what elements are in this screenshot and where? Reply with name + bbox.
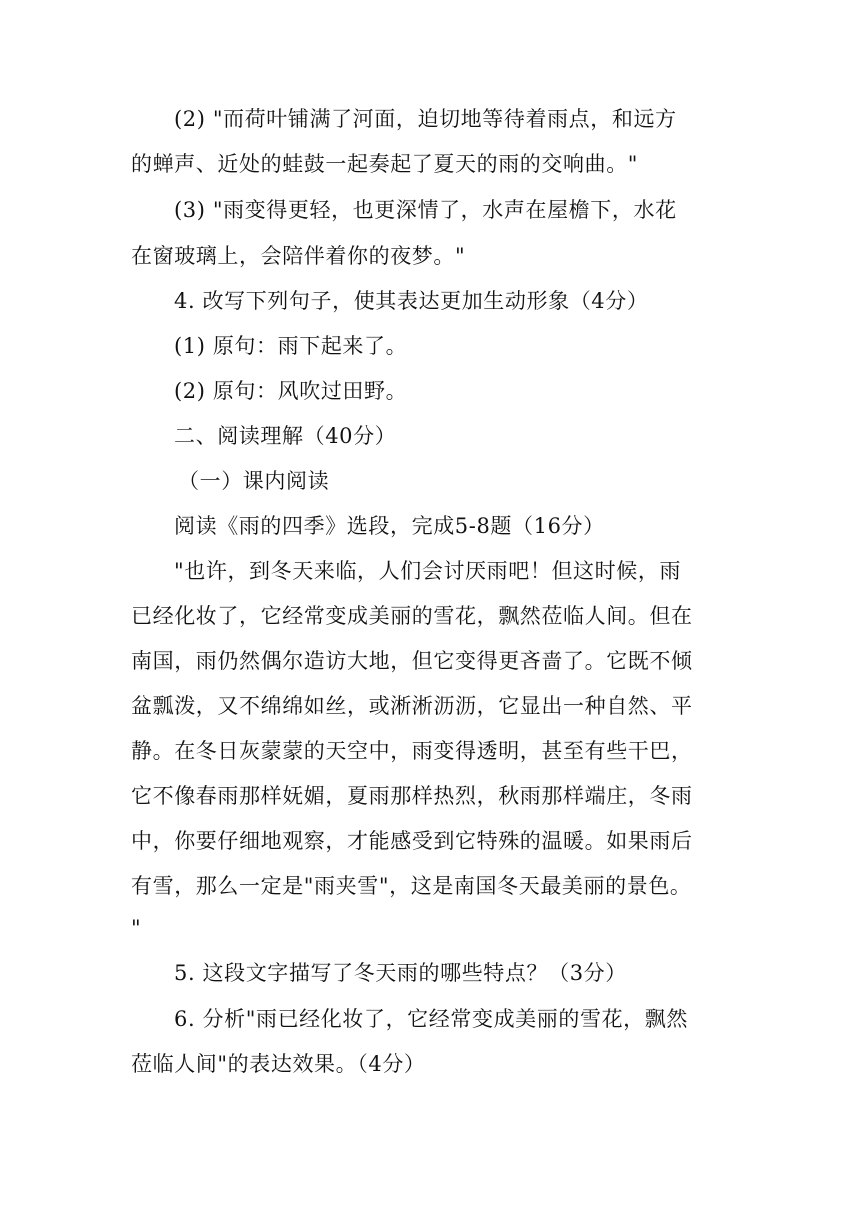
question-4-heading: 4. 改写下列句子，使其表达更加生动形象（4分） [174, 289, 649, 313]
question-4-item-2: (2) 原句：风吹过田野。 [174, 379, 408, 403]
reading-instructions: 阅读《雨的四季》选段，完成5-8题（16分） [174, 514, 605, 538]
passage-line-7: 中，你要仔细地观察，才能感受到它特殊的温暖。如果雨后 [131, 829, 693, 853]
question-3-item-3-line-1: (3) "雨变得更轻，也更深情了，水声在屋檐下，水花 [174, 198, 677, 222]
passage-line-5: 静。在冬日灰蒙蒙的天空中，雨变得透明，甚至有些干巴， [131, 739, 693, 763]
passage-line-4: 盆瓢泼，又不绵绵如丝，或淅淅沥沥，它显出一种自然、平 [131, 694, 693, 718]
passage-line-8: 有雪，那么一定是"雨夹雪"，这是南国冬天最美丽的景色。 [131, 874, 692, 898]
passage-line-2: 已经化妆了，它经常变成美丽的雪花，飘然莅临人间。但在 [131, 604, 693, 628]
question-3-item-3-line-2: 在窗玻璃上，会陪伴着你的夜梦。" [131, 244, 466, 268]
question-3-item-2-line-2: 的蝉声、近处的蛙鼓一起奏起了夏天的雨的交响曲。" [131, 152, 639, 176]
passage-line-3: 南国，雨仍然偶尔造访大地，但它变得更吝啬了。它既不倾 [131, 649, 693, 673]
question-6-line-1: 6. 分析"雨已经化妆了，它经常变成美丽的雪花，飘然 [174, 1007, 688, 1031]
passage-closing-quote: " [131, 916, 142, 940]
question-3-item-2-line-1: (2) "而荷叶铺满了河面，迫切地等待着雨点，和远方 [174, 107, 677, 131]
question-6-line-2: 莅临人间"的表达效果。（4分） [131, 1052, 426, 1076]
question-5: 5. 这段文字描写了冬天雨的哪些特点？（3分） [174, 961, 627, 985]
subsection-in-class-reading-heading: （一）课内阅读 [178, 469, 330, 493]
passage-line-1: "也许，到冬天来临，人们会讨厌雨吧！但这时候，雨 [174, 559, 682, 583]
passage-line-6: 它不像春雨那样妩媚，夏雨那样热烈，秋雨那样端庄，冬雨 [131, 784, 693, 808]
section-reading-comprehension-heading: 二、阅读理解（40分） [174, 424, 397, 448]
question-4-item-1: (1) 原句：雨下起来了。 [174, 334, 408, 358]
